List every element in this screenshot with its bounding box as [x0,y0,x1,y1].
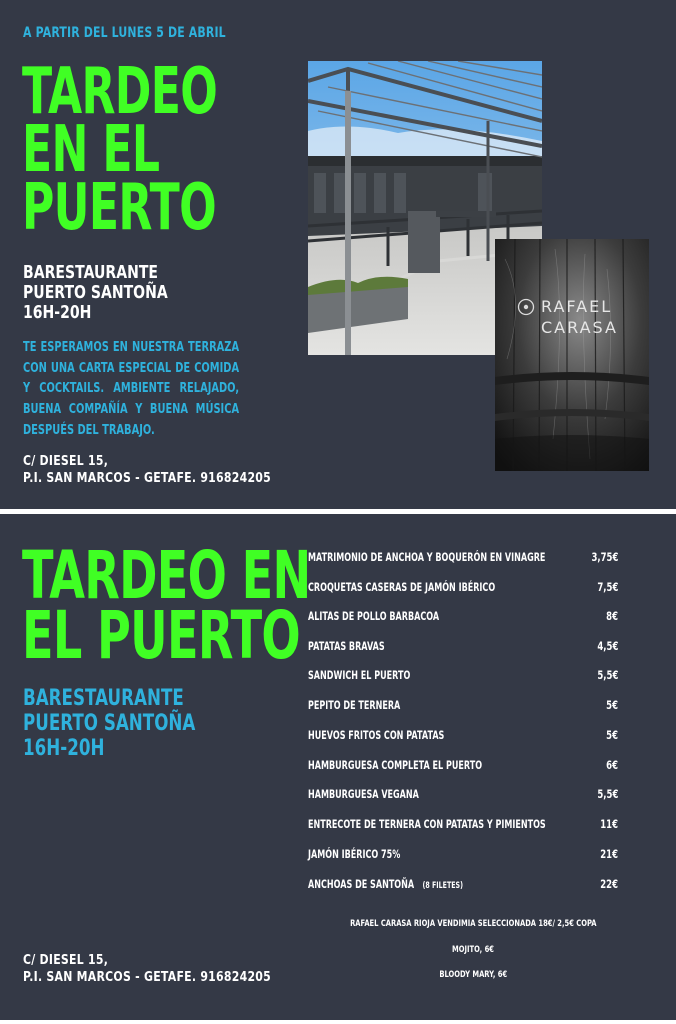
menu-item-name: SANDWICH EL PUERTO [308,668,411,682]
menu-item-price: 4,5€ [597,639,618,653]
menu-item [308,639,618,655]
menu-item [308,698,618,714]
menu-item [308,668,618,684]
menu-item [308,728,618,744]
event-title [22,55,218,245]
drink-offer-text: MOJITO, 6€ [451,945,494,955]
title-line: EL PUERTO [22,597,301,674]
menu-item-name-with-note [308,877,463,891]
address-area-phone: P.I. SAN MARCOS - GETAFE. 916824205 [23,471,271,486]
menu-item-name: JAMÓN IBÉRICO 75% [308,847,401,861]
barrel-brand-line2: CARASA [541,318,618,337]
menu-item-name: HUEVOS FRITOS CON PATATAS [308,728,445,742]
flyer-menu-panel [0,514,676,1020]
title-line: TARDEO [22,55,218,129]
barrel-brand-line1: RAFAEL [541,297,613,316]
menu-item-price: 5€ [606,698,618,712]
menu-item [308,817,618,833]
flyer-top-panel [0,0,676,509]
event-description: TE ESPERAMOS EN NUESTRA TERRAZA CON UNA CARTA ESPECIAL DE COMIDA Y COCKTAILS. AMBIENTE RELAJADO, BUENA COMPAÑÍA Y BUENA MÚSICA DESPUÉS DEL TRABAJO. [23,339,240,438]
opening-hours: 16H-20H [23,736,105,761]
address-street: C/ DIESEL 15, [23,953,109,968]
date-announcement: A PARTIR DEL LUNES 5 DE ABRIL [23,25,226,41]
menu-item [308,609,618,625]
menu-item-name: MATRIMONIO DE ANCHOA Y BOQUERÓN EN VINAGRE [308,550,546,564]
menu-item [308,877,618,893]
menu-item-name: ENTRECOTE DE TERNERA CON PATATAS Y PIMIENTOS [308,817,546,831]
menu-item-price: 3,75€ [591,550,618,564]
menu-item-name: HAMBURGUESA COMPLETA EL PUERTO [308,758,483,772]
drink-offer [300,945,646,955]
venue-info [23,263,168,323]
title-line: TARDEO EN [22,537,311,614]
address-street: C/ DIESEL 15, [23,454,109,469]
menu-item [308,580,618,596]
menu-item-name: ANCHOAS DE SANTOÑA [308,877,415,891]
menu-item-price: 11€ [600,817,618,831]
drink-offer-text: BLOODY MARY, 6€ [439,970,507,980]
menu-venue-info [23,686,195,761]
menu-item-name: PEPITO DE TERNERA [308,698,401,712]
menu-item [308,787,618,803]
menu-item [308,550,618,566]
menu-item-price: 22€ [600,877,618,891]
menu-item-price: 5,5€ [597,787,618,801]
menu-item-name: HAMBURGUESA VEGANA [308,787,419,801]
wine-barrel-photo [495,239,649,471]
drink-offer [300,919,646,929]
menu-item-name: ALITAS DE POLLO BARBACOA [308,609,440,623]
menu-item-price: 6€ [606,758,618,772]
menu-event-title [22,537,311,674]
title-line: PUERTO [22,171,216,245]
menu-item-name: PATATAS BRAVAS [308,639,385,653]
menu-item [308,758,618,774]
menu-item-name: CROQUETAS CASERAS DE JAMÓN IBÉRICO [308,580,496,594]
menu-address [23,952,271,986]
menu-item [308,847,618,863]
menu-item-price: 8€ [606,609,618,623]
opening-hours: 16H-20H [23,302,92,323]
venue-name-line: BARESTAURANTE [23,686,184,711]
address-area-phone: P.I. SAN MARCOS - GETAFE. 916824205 [23,970,271,985]
menu-item-note: (8 FILETES) [422,881,463,891]
drink-offer-text: RAFAEL CARASA RIOJA VENDIMIA SELECCIONADA 18€/ 2,5€ COPA [349,919,597,929]
address [23,453,271,487]
menu-item-price: 7,5€ [597,580,618,594]
drink-offer [300,970,646,980]
title-line: EN EL [22,113,160,187]
venue-name-line: PUERTO SANTOÑA [23,711,196,736]
menu-item-price: 5,5€ [597,668,618,682]
venue-name-line: PUERTO SANTOÑA [23,282,168,303]
menu-item-price: 5€ [606,728,618,742]
venue-name-line: BARESTAURANTE [23,262,159,283]
menu-item-price: 21€ [600,847,618,861]
